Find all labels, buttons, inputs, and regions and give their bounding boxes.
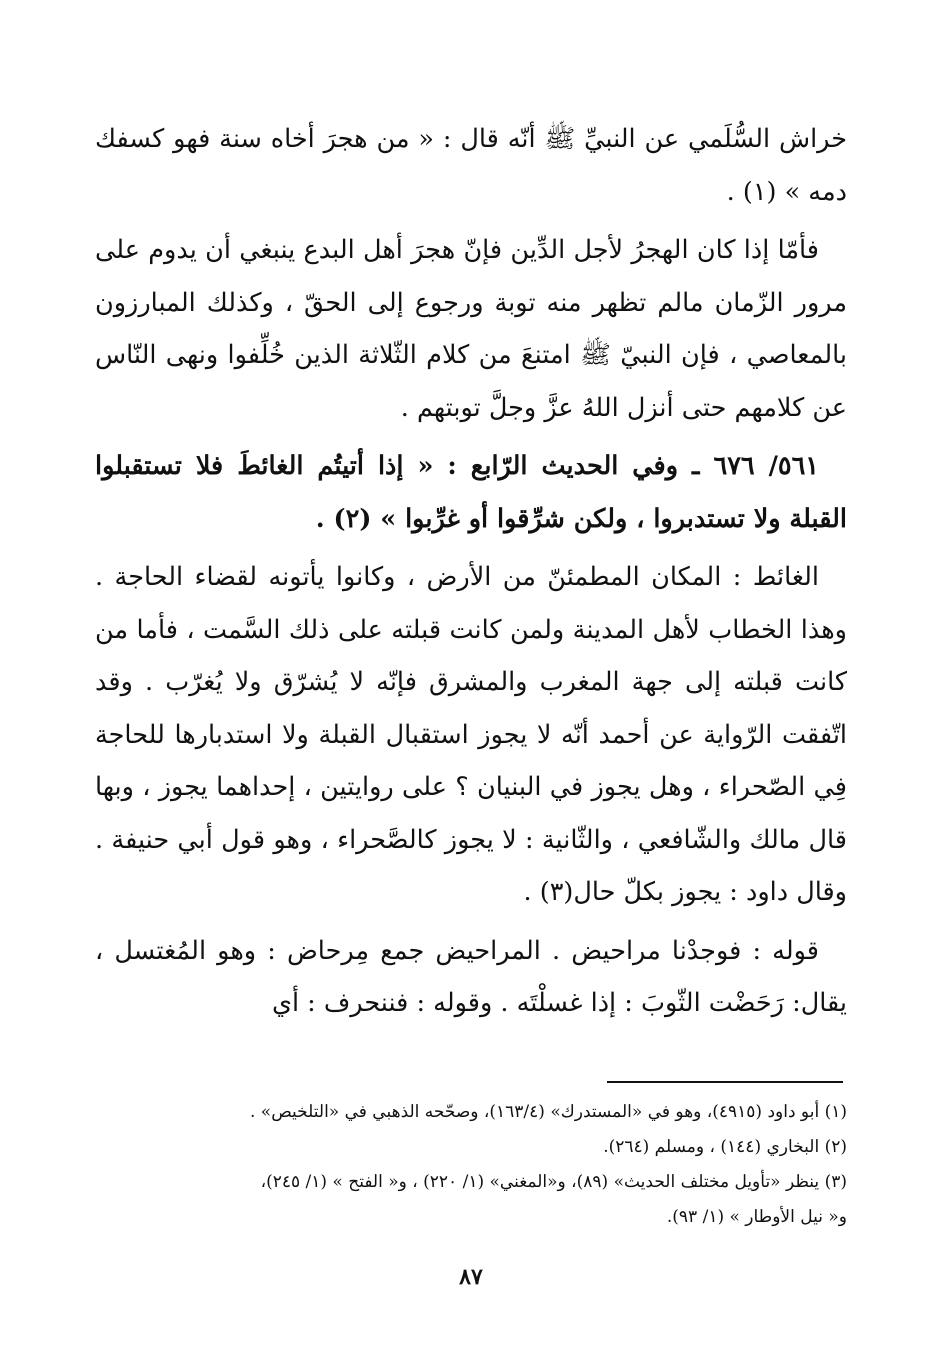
paragraph-hadith-561: ٥٦١/ ٦٧٦ ـ وفي الحديث الرّابع : « إذا أتيتُم الغائطَ فلا تستقبلوا القبلة ولا تستدبروا ، ولكن شرِّقوا أو غرِّبوا » (٢) .: [95, 451, 847, 534]
paragraph-hajr-explanation: فأمّا إذا كان الهجرُ لأجل الدِّين فإنّ هجرَ أهل البدع ينبغي أن يدوم على مرور الزّمان مالم تظهر منه توبة ورجوع إلى الحقّ ، وكذلك المبارزون بالمعاصي ، فإن النبيّ ﷺ امتنعَ من كلام الثّلاثة الذين خُلِّفوا ونهى النّاس عن كلامهم حتى أنزل اللهُ عزَّ وجلَّ توبتهم .: [95, 235, 847, 423]
paragraph-ghait-explanation: الغائط : المكان المطمئنّ من الأرض ، وكانوا يأتونه لقضاء الحاجة . وهذا الخطاب لأهل المدينة ولمن كانت قبلته على ذلك السَّمت ، فأما من كانت قبلته إلى جهة المغرب والمشرق فإنّه لا يُشرّق ولا يُغرّب . وقد اتّفقت الرّواية عن أحمد أنّه لا يجوز استقبال القبلة ولا استدبارها للحاجة فِي الصّحراء ، وهل يجوز في البنيان ؟ على روايتين ، إحداهما يجوز ، وبها قال مالك والشّافعي ، والثّانية : لا يجوز كالصَّحراء ، وهو قول أبي حنيفة . وقال داود : يجوز بكلّ حال(٣) .: [95, 562, 847, 907]
footnotes: [95, 1095, 847, 1235]
footnote-3-continuation: و« نيل الأوطار » (١/ ٩٣).: [666, 1207, 847, 1227]
paragraph-marahid-explanation: قوله : فوجدْنا مراحيض . المراحيض جمع مِرحاض : وهو المُغتسل ، يقال: رَحَضْت الثّوبَ : إذا غسلْتَه . وقوله : فننحرف : أي: [95, 935, 847, 1018]
main-text: [95, 113, 847, 1030]
footnote-separator: [607, 1081, 843, 1083]
paragraph-hadith-continuation: خراش السُّلَمي عن النبيِّ ﷺ أنّه قال : « من هجرَ أخاه سنة فهو كسفك دمه » (١) .: [95, 124, 847, 207]
footnote-1: (١) أبو داود (٤٩١٥)، وهو في «المستدرك» (١٦٣/٤)، وصحّحه الذهبي في «التلخيص» .: [250, 1102, 847, 1122]
page-number: ٨٧: [459, 1264, 483, 1290]
footnote-3: (٣) ينظر «تأويل مختلف الحديث» (٨٩)، و«المغني» (١/ ٢٢٠) ، و« الفتح » (١/ ٢٤٥)،: [260, 1172, 847, 1192]
footnote-2: (٢) البخاري (١٤٤) ، ومسلم (٢٦٤).: [603, 1137, 847, 1157]
